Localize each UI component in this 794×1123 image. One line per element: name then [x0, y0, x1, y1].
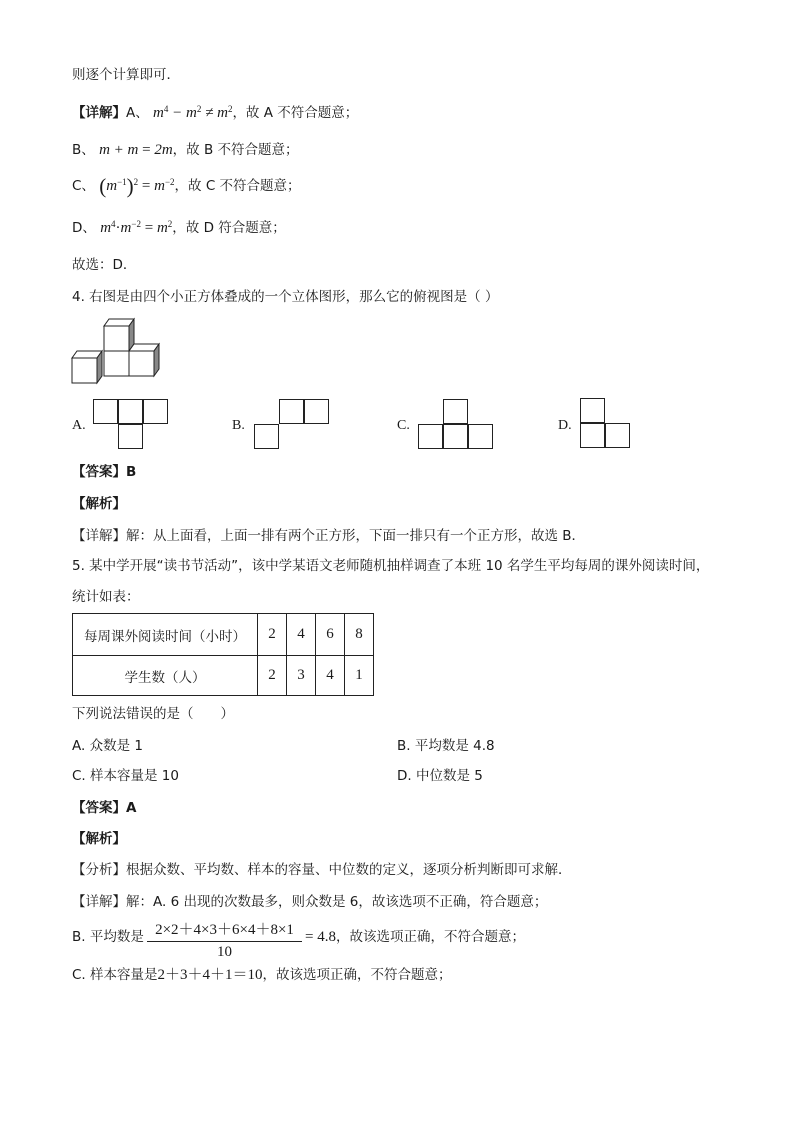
q4-option-b-label: B. [232, 418, 245, 433]
q5-detail-b-prefix: B. 平均数是 [72, 929, 144, 945]
formula-a: $m^4 - m^2 \ne m^2$ [153, 104, 233, 121]
fraction-numerator: 2×2＋4×3＋6×4＋8×1 [155, 922, 294, 938]
fraction-denominator: 10 [217, 944, 232, 960]
q4-stem: 4. 右图是由四个小正方体叠成的一个立体图形，那么它的俯视图是（ ） [72, 289, 499, 305]
q4-option-c-label: C. [397, 418, 410, 433]
q5-analysis: 【解析】 [72, 831, 126, 847]
q5-question: 下列说法错误的是（ ） [72, 706, 234, 722]
table-cell: 2 [258, 614, 287, 656]
table-cell: 4 [287, 614, 316, 656]
q5-detail: 【详解】解：A. 6 出现的次数最多，则众数是 6，故该选项不正确，符合题意； [72, 894, 548, 910]
q5-stem-2: 统计如表： [72, 589, 140, 605]
choose-line: 故选：D． [72, 257, 137, 273]
table-cell: 4 [316, 656, 345, 696]
q5-option-d: D. 中位数是 5 [397, 768, 483, 784]
table-cell: 1 [345, 656, 374, 696]
text-line: 则逐个计算即可． [72, 67, 180, 83]
detail-tag: 【详解】 [72, 105, 126, 121]
formula-d: $m^4\cdot m^{-2} = m^2$ [100, 219, 173, 236]
detail-d-line: D、 $m^4\cdot m^{-2} = m^2$，故 D 符合题意； [72, 219, 286, 236]
q5-stem: 5. 某中学开展“读书节活动”，该中学某语文老师随机抽样调查了本班 10 名学生平均每周的课外阅读时间， [72, 558, 710, 574]
q5-answer: 【答案】A [72, 800, 137, 816]
q4-option-d-label: D. [558, 418, 572, 433]
table-cell: 8 [345, 614, 374, 656]
table-cell: 2 [258, 656, 287, 696]
q5-stats-table [72, 613, 374, 696]
table-row [73, 656, 374, 696]
cube-stack-figure [70, 316, 166, 386]
table-row [73, 614, 374, 656]
detail-a-line: 【详解】A、 $m^4 - m^2 \ne m^2$，故 A 不符合题意； [72, 104, 359, 121]
q5-option-c: C. 样本容量是 10 [72, 768, 179, 784]
table-cell: 6 [316, 614, 345, 656]
q4-answer: 【答案】B [72, 464, 137, 480]
q4-detail: 【详解】解：从上面看，上面一排有两个正方形，下面一排只有一个正方形，故选 B． [72, 528, 586, 544]
table-header-cell: 学生数（人） [73, 656, 258, 696]
q5-detail-c: C. 样本容量是2＋3＋4＋1＝10，故该选项正确，不符合题意； [72, 967, 452, 983]
q4-analysis: 【解析】 [72, 496, 126, 512]
table-cell: 3 [287, 656, 316, 696]
table-header-cell: 每周课外阅读时间（小时） [73, 614, 258, 656]
formula-c: $(m^{-1})^2 = m^{-2}$ [99, 174, 175, 198]
q5-detail-b-result: = 4.8，故该选项正确，不符合题意； [305, 929, 525, 945]
q5-option-b: B. 平均数是 4.8 [397, 738, 495, 754]
q4-option-a-label: A. [72, 418, 86, 433]
fraction-bar [147, 941, 302, 942]
detail-b-line: B、 m + m = 2m，故 B 不符合题意； [72, 142, 299, 158]
mean-fraction [147, 918, 302, 961]
q5-fenxi: 【分析】根据众数、平均数、样本的容量、中位数的定义，逐项分析判断即可求解． [72, 862, 572, 878]
formula-b: m + m = 2m [99, 142, 173, 158]
q5-option-a: A. 众数是 1 [72, 738, 143, 754]
detail-c-line: C、 $(m^{-1})^2 = m^{-2}$，故 C 不符合题意； [72, 174, 301, 198]
